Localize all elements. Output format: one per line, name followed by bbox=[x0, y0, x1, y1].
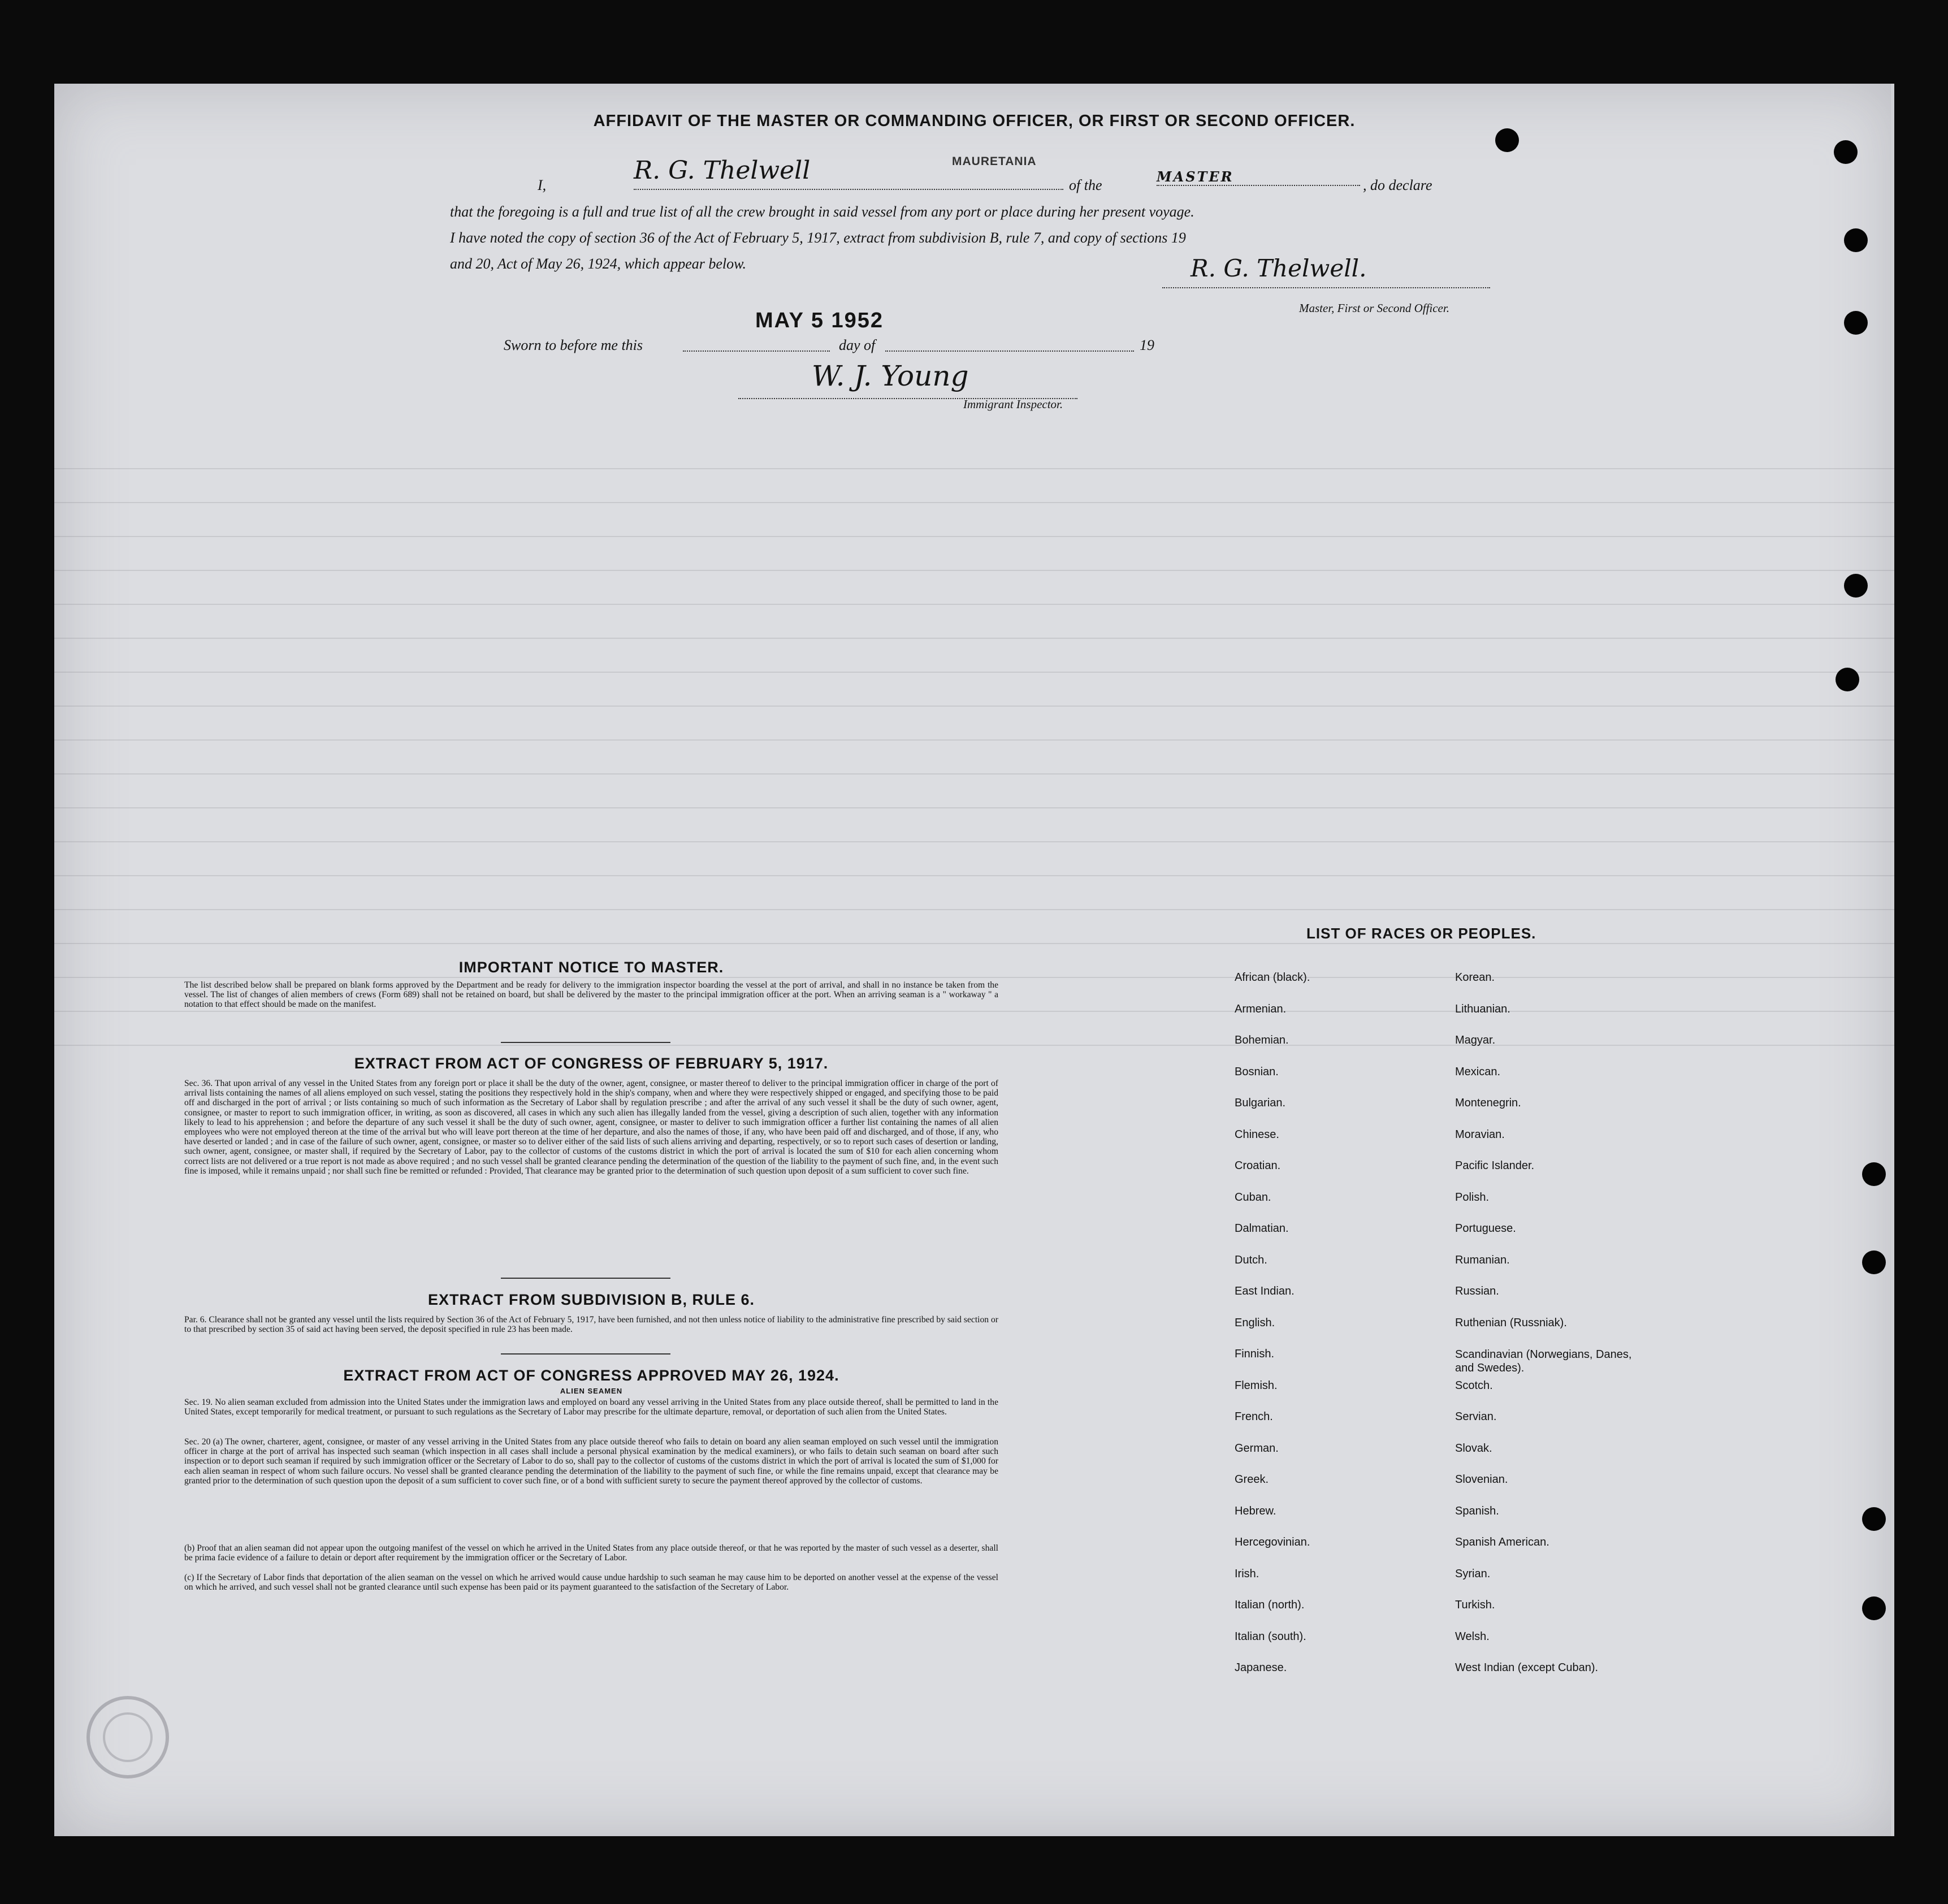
alien-seamen-subheading: ALIEN SEAMEN bbox=[560, 1387, 623, 1395]
punch-hole bbox=[1836, 668, 1859, 691]
punch-hole bbox=[1862, 1250, 1886, 1274]
extract-1917-heading: EXTRACT FROM ACT OF CONGRESS OF FEBRUARY 5, 1917. bbox=[354, 1055, 829, 1072]
race-item: Montenegrin. bbox=[1455, 1097, 1521, 1109]
rule6-heading: EXTRACT FROM SUBDIVISION B, RULE 6. bbox=[427, 1291, 755, 1308]
race-item: East Indian. bbox=[1235, 1285, 1295, 1297]
race-item: Chinese. bbox=[1235, 1128, 1279, 1141]
race-item: Flemish. bbox=[1235, 1379, 1278, 1392]
punch-hole bbox=[1862, 1507, 1886, 1531]
extract-1924-sec19: Sec. 19. No alien seaman excluded from admission into the United States under the immigration laws and employed on board any vessel arriving in the United States from any place outside thereof, shall be permitted to land in the United States, except temporarily for medical treatment, or pursuant to such regulations as the Secretary of Labor may prescribe for the ultimate departure, removal, or deportation of such alien from the United States. bbox=[184, 1397, 998, 1417]
race-item: Scandinavian (Norwegians, Danes, and Swedes). bbox=[1455, 1348, 1632, 1374]
race-item: English. bbox=[1235, 1316, 1275, 1329]
extract-1924-sec20a: Sec. 20 (a) The owner, charterer, agent, consignee, or master of any vessel arriving in the United States from any place outside thereof who fails to detain on board any alien seaman employed on such vessel until the immigration officer in charge at the port of arrival has inspected such seaman (which inspection in all cases shall include a personal physical examination by the medical examiners), or who fails to detain such seaman on board after such inspection or to deport such seaman if required by such immigration officer or the Secretary of Labor to do so, shall pay to the collector of customs of the customs district in which the port of arrival is located the sum of $1,000 for each alien seaman in respect of whom such failure occurs. No vessel shall be granted clearance pending the determination of the liability to the payment of such fine, or while the fine remains unpaid, except that clearance may be granted prior to the determination of such question upon the deposit of a sum sufficient to cover such fine, or of a bond with sufficient surety to secure the payment thereof approved by the collector of customs. bbox=[184, 1437, 998, 1486]
race-item: Dalmatian. bbox=[1235, 1222, 1289, 1235]
punch-hole bbox=[1862, 1162, 1886, 1186]
race-item: Scotch. bbox=[1455, 1379, 1493, 1392]
document-page bbox=[54, 84, 1894, 1836]
race-item: Croatian. bbox=[1235, 1159, 1281, 1172]
race-item: Korean. bbox=[1455, 971, 1495, 984]
punch-hole bbox=[1844, 228, 1868, 252]
extract-1924-sec20c: (c) If the Secretary of Labor finds that deportation of the alien seaman on the vessel on which he arrived would cause undue hardship to such seaman he may cause him to be deported on another vessel at the expense of the vessel on which he arrived, and such vessel shall not be granted clearance until such expense has been paid or its payment guaranteed to the satisfaction of the Secretary of Labor. bbox=[184, 1573, 998, 1593]
punch-hole bbox=[1495, 128, 1519, 152]
affidavit-title: AFFIDAVIT OF THE MASTER OR COMMANDING OFFICER, OR FIRST OR SECOND OFFICER. bbox=[593, 112, 1356, 130]
punch-hole bbox=[1862, 1596, 1886, 1620]
race-item: Syrian. bbox=[1455, 1567, 1491, 1580]
affidavit-intro: I, bbox=[538, 177, 547, 193]
year-prefix: 19 bbox=[1140, 337, 1154, 353]
divider bbox=[501, 1353, 670, 1355]
race-item: Irish. bbox=[1235, 1567, 1259, 1580]
race-item: Polish. bbox=[1455, 1191, 1490, 1204]
extract-1917-text: Sec. 36. That upon arrival of any vessel in the United States from any foreign port or place it shall be the duty of the owner, agent, consignee, or master thereof to deliver to the principal immigration officer in charge of the port of arrival lists containing the names of all aliens employed on such vessel, stating the positions they respectively hold in the ship's company, when and where they were respectively shipped or engaged, and specifying those to be paid off and discharged in the port of arrival ; or lists containing so much of such information as the Secretary of Labor shall by regulation prescribe ; and after the arrival of any such vessel it shall be the duty of such owner, agent, consignee, or master to report to such immigration officer, in writing, as soon as discovered, all cases in which any such alien has illegally landed from the vessel, giving a description of such alien, together with any information likely to lead to his apprehension ; and before the departure of any such vessel it shall be the duty of such owner, agent, consignee, or master to deliver to such immigration officer a further list containing the names of all alien employees who were not employed thereon at the time of the arrival but who will leave port thereon at the time of her departure, and also the names of those, if any, who have been paid off and discharged, and of those, if any, who have deserted or landed ; and in case of the failure of such owner, agent, consignee, or master so to deliver either of the said lists of such aliens arriving and departing, respectively, or so to report such cases of desertion or landing, such owner, agent, consignee, or master shall, if required by the Secretary of Labor, pay to the collector of customs of the customs district in which the port of arrival is located the sum of $10 for each alien concerning whom correct lists are not delivered or a true report is not made as above required ; and no such vessel shall be granted clearance pending the determination of the question of the liability to the payment of such fine, and, in the event such fine is imposed, while it remains unpaid ; nor shall such fine be remitted or refunded : Provided, That clearance may be granted prior to the determination of such question upon deposit of a sum sufficient to cover such fine. bbox=[184, 1079, 998, 1176]
inspector-caption: Immigrant Inspector. bbox=[963, 397, 1063, 411]
sworn-month-line bbox=[885, 350, 1134, 352]
race-item: Japanese. bbox=[1235, 1661, 1287, 1674]
notice-text: The list described below shall be prepared on blank forms approved by the Department and be ready for delivery to the immigration inspector boarding the vessel at the port of arrival, and shall in no instance be taken from the vessel. The list of changes of alien members of crews (Form 689) shall not be retained on board, but shall be delivered by the master to the principal immigration officer at the port. When an arriving seaman is a " workaway " a notation to that effect should be made on the manifest. bbox=[184, 980, 998, 1010]
race-item: French. bbox=[1235, 1410, 1273, 1423]
race-item: Rumanian. bbox=[1455, 1253, 1510, 1266]
race-item: African (black). bbox=[1235, 971, 1310, 984]
race-item: Russian. bbox=[1455, 1285, 1499, 1297]
affidavit-line-3: I have noted the copy of section 36 of the Act of February 5, 1917, extract from subdivision B, rule 7, and copy of sections 19 bbox=[450, 230, 1186, 246]
race-item: Spanish. bbox=[1455, 1504, 1499, 1517]
race-item: Servian. bbox=[1455, 1410, 1497, 1423]
of-the-label: of the bbox=[1069, 177, 1102, 193]
sworn-label: Sworn to before me this bbox=[504, 337, 643, 353]
race-item: Pacific Islander. bbox=[1455, 1159, 1535, 1172]
race-item: Hercegovinian. bbox=[1235, 1536, 1310, 1548]
rule6-text: Par. 6. Clearance shall not be granted any vessel until the lists required by Section 36 of the Act of February 5, 1917, have been furnished, and not then unless notice of liability to the administrative fine prescribed by said section or to that prescribed by section 35 of said act having been served, the deposit specified in rule 23 has been made. bbox=[184, 1315, 998, 1335]
races-title: LIST OF RACES OR PEOPLES. bbox=[1306, 925, 1536, 942]
signer-name: R. G. Thelwell bbox=[634, 156, 1063, 190]
race-item: Cuban. bbox=[1235, 1191, 1271, 1204]
divider bbox=[501, 1278, 670, 1279]
race-item: Finnish. bbox=[1235, 1348, 1275, 1360]
rank-field: MASTER bbox=[1157, 168, 1360, 186]
race-item: Dutch. bbox=[1235, 1253, 1267, 1266]
day-of-label: day of bbox=[839, 337, 876, 353]
punch-hole bbox=[1834, 140, 1858, 164]
race-item: Bulgarian. bbox=[1235, 1097, 1286, 1109]
race-item: Greek. bbox=[1235, 1473, 1269, 1486]
race-item: Slovenian. bbox=[1455, 1473, 1508, 1486]
sworn-day-line bbox=[683, 350, 830, 352]
do-declare-label: , do declare bbox=[1363, 177, 1432, 193]
affidavit-line-2: that the foregoing is a full and true list of all the crew brought in said vessel from any port or place during her present voyage. bbox=[450, 204, 1194, 220]
race-item: Ruthenian (Russniak). bbox=[1455, 1316, 1567, 1329]
race-item: Welsh. bbox=[1455, 1630, 1490, 1643]
date-stamp: MAY 5 1952 bbox=[755, 309, 884, 332]
race-item: Italian (north). bbox=[1235, 1599, 1305, 1611]
divider bbox=[501, 1042, 670, 1043]
race-item: Magyar. bbox=[1455, 1034, 1496, 1046]
race-item: Slovak. bbox=[1455, 1442, 1492, 1455]
race-item: Italian (south). bbox=[1235, 1630, 1306, 1643]
affidavit-line-4: and 20, Act of May 26, 1924, which appear below. bbox=[450, 256, 747, 272]
vessel-name: MAURETANIA bbox=[952, 155, 1037, 168]
race-item: Lithuanian. bbox=[1455, 1002, 1510, 1015]
master-signature: R. G. Thelwell. bbox=[1162, 254, 1490, 288]
race-item: German. bbox=[1235, 1442, 1279, 1455]
signature-caption: Master, First or Second Officer. bbox=[1299, 301, 1449, 315]
notice-heading: IMPORTANT NOTICE TO MASTER. bbox=[458, 959, 724, 976]
page-edge bbox=[1891, 84, 1894, 1836]
race-item: Armenian. bbox=[1235, 1002, 1287, 1015]
punch-hole bbox=[1844, 574, 1868, 598]
seal-emblem bbox=[80, 1689, 176, 1785]
race-item: Bosnian. bbox=[1235, 1065, 1279, 1078]
race-item: Spanish American. bbox=[1455, 1536, 1549, 1548]
race-item: Mexican. bbox=[1455, 1065, 1501, 1078]
extract-1924-heading: EXTRACT FROM ACT OF CONGRESS APPROVED MAY 26, 1924. bbox=[343, 1367, 839, 1384]
inspector-signature: W. J. Young bbox=[738, 360, 1077, 399]
race-item: Bohemian. bbox=[1235, 1034, 1289, 1046]
race-item: Hebrew. bbox=[1235, 1504, 1276, 1517]
punch-hole bbox=[1844, 311, 1868, 335]
race-item: Turkish. bbox=[1455, 1599, 1495, 1611]
race-item: West Indian (except Cuban). bbox=[1455, 1661, 1599, 1674]
extract-1924-sec20b: (b) Proof that an alien seaman did not appear upon the outgoing manifest of the vessel on which he arrived in the United States from any place outside thereof, or that he was reported by the master of such vessel as a deserter, shall be prima facie evidence of a failure to detain or deport after requirement by the immigration officer or the Secretary of Labor. bbox=[184, 1543, 998, 1563]
race-item: Portuguese. bbox=[1455, 1222, 1516, 1235]
race-item: Moravian. bbox=[1455, 1128, 1505, 1141]
